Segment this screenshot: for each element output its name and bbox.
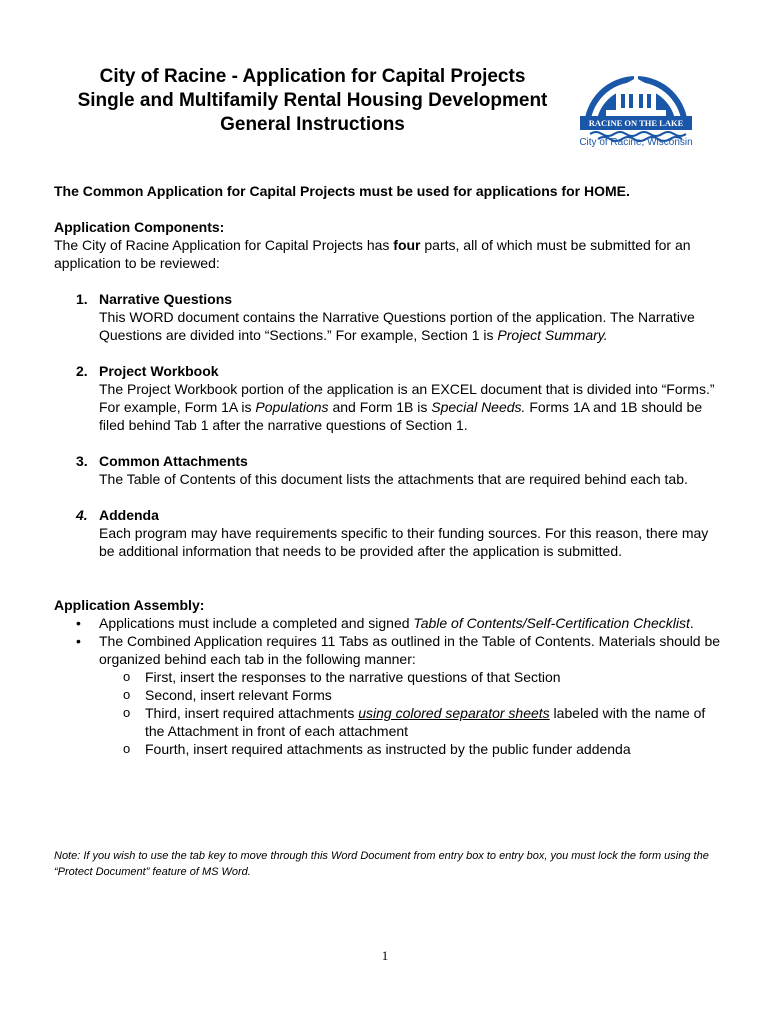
intro-statement: The Common Application for Capital Projects must be used for applications for HOME.: [54, 183, 630, 199]
item-title: Project Workbook: [99, 363, 219, 379]
item-title: Narrative Questions: [99, 291, 233, 307]
assembly-heading: Application Assembly:: [54, 597, 205, 613]
list-item: 2. Project Workbook The Project Workbook portion of the application is an EXCEL document that is divided into “Forms.” For example, Form 1A is Populations and Form 1B is Special Needs. Forms 1A and 1B should be filed behind Tab 1 after the narrative questions of Section 1.: [54, 362, 724, 434]
item-text: Each program may have requirements specific to their funding sources. For this reason, there may be additional information that needs to be provided after the application is submitted.: [99, 525, 709, 559]
item-title: Common Attachments: [99, 453, 248, 469]
page-number: 1: [381, 948, 389, 963]
document-body: [54, 182, 724, 758]
bullet-icon: •: [76, 615, 81, 631]
components-description: The City of Racine Application for Capital Projects has four parts, all of which must be submitted for an application to be reviewed:: [54, 237, 691, 271]
item-title: Addenda: [99, 507, 159, 523]
bullet-icon: •: [76, 633, 81, 649]
components-heading: Application Components:: [54, 219, 225, 235]
title-line-1: City of Racine - Application for Capital Projects: [99, 66, 526, 87]
assembly-sub-list: [99, 668, 724, 758]
title-line-3: General Instructions: [220, 114, 405, 135]
title-line-2: Single and Multifamily Rental Housing Development: [77, 90, 548, 111]
footnote: Note: If you wish to use the tab key to move through this Word Document from entry box to entry box, you must lock the form using the “Protect Document” feature of MS Word.: [54, 850, 709, 878]
document-title: [40, 65, 585, 137]
list-item: o Third, insert required attachments using colored separator sheets labeled with the name of the Attachment in front of each attachment: [123, 705, 706, 739]
logo-caption: City of Racine, Wisconsin: [579, 137, 693, 148]
list-item: 4. Addenda Each program may have requirements specific to their funding sources. For this reason, there may be additional information that needs to be provided after the application is submitted.: [54, 506, 724, 560]
item-text: This WORD document contains the Narrative Questions portion of the application. The Narrative Questions are divided into “Sections.” For example, Section 1 is Project Summary.: [99, 309, 695, 343]
logo-banner-text: RACINE ON THE LAKE: [588, 118, 684, 128]
item-text: The Table of Contents of this document lists the attachments that are required behind each tab.: [99, 471, 688, 487]
components-list: [54, 290, 724, 560]
list-item: o First, insert the responses to the narrative questions of that Section: [123, 669, 561, 685]
list-item: 1. Narrative Questions This WORD document contains the Narrative Questions portion of the application. The Narrative Questions are divided into “Sections.” For example, Section 1 is Project Summary.: [54, 290, 724, 344]
list-item: o Fourth, insert required attachments as instructed by the public funder addenda: [123, 741, 631, 757]
item-text: The Project Workbook portion of the application is an EXCEL document that is divided into “Forms.” For example, Form 1A is Populations and Form 1B is Special Needs. Forms 1A and 1B should be filed behind Tab 1 after the narrative questions of Section 1.: [99, 381, 715, 433]
list-item: o Second, insert relevant Forms: [123, 687, 332, 703]
list-item: 3. Common Attachments The Table of Contents of this document lists the attachments that are required behind each tab.: [54, 452, 724, 488]
assembly-list: [54, 614, 724, 758]
list-item: • Applications must include a completed and signed Table of Contents/Self-Certification Checklist.: [76, 615, 694, 631]
list-item: • The Combined Application requires 11 Tabs as outlined in the Table of Contents. Materials should be organized behind each tab in the following manner: o First, insert the responses to the narrative questions of that Section o Second, insert relevant Forms o Third, insert required attachments using colored separator sheets labeled with the name of the Attachment in front of each attachment o Fourth, insert required attachments as instructed by the public funder addenda: [54, 632, 724, 758]
